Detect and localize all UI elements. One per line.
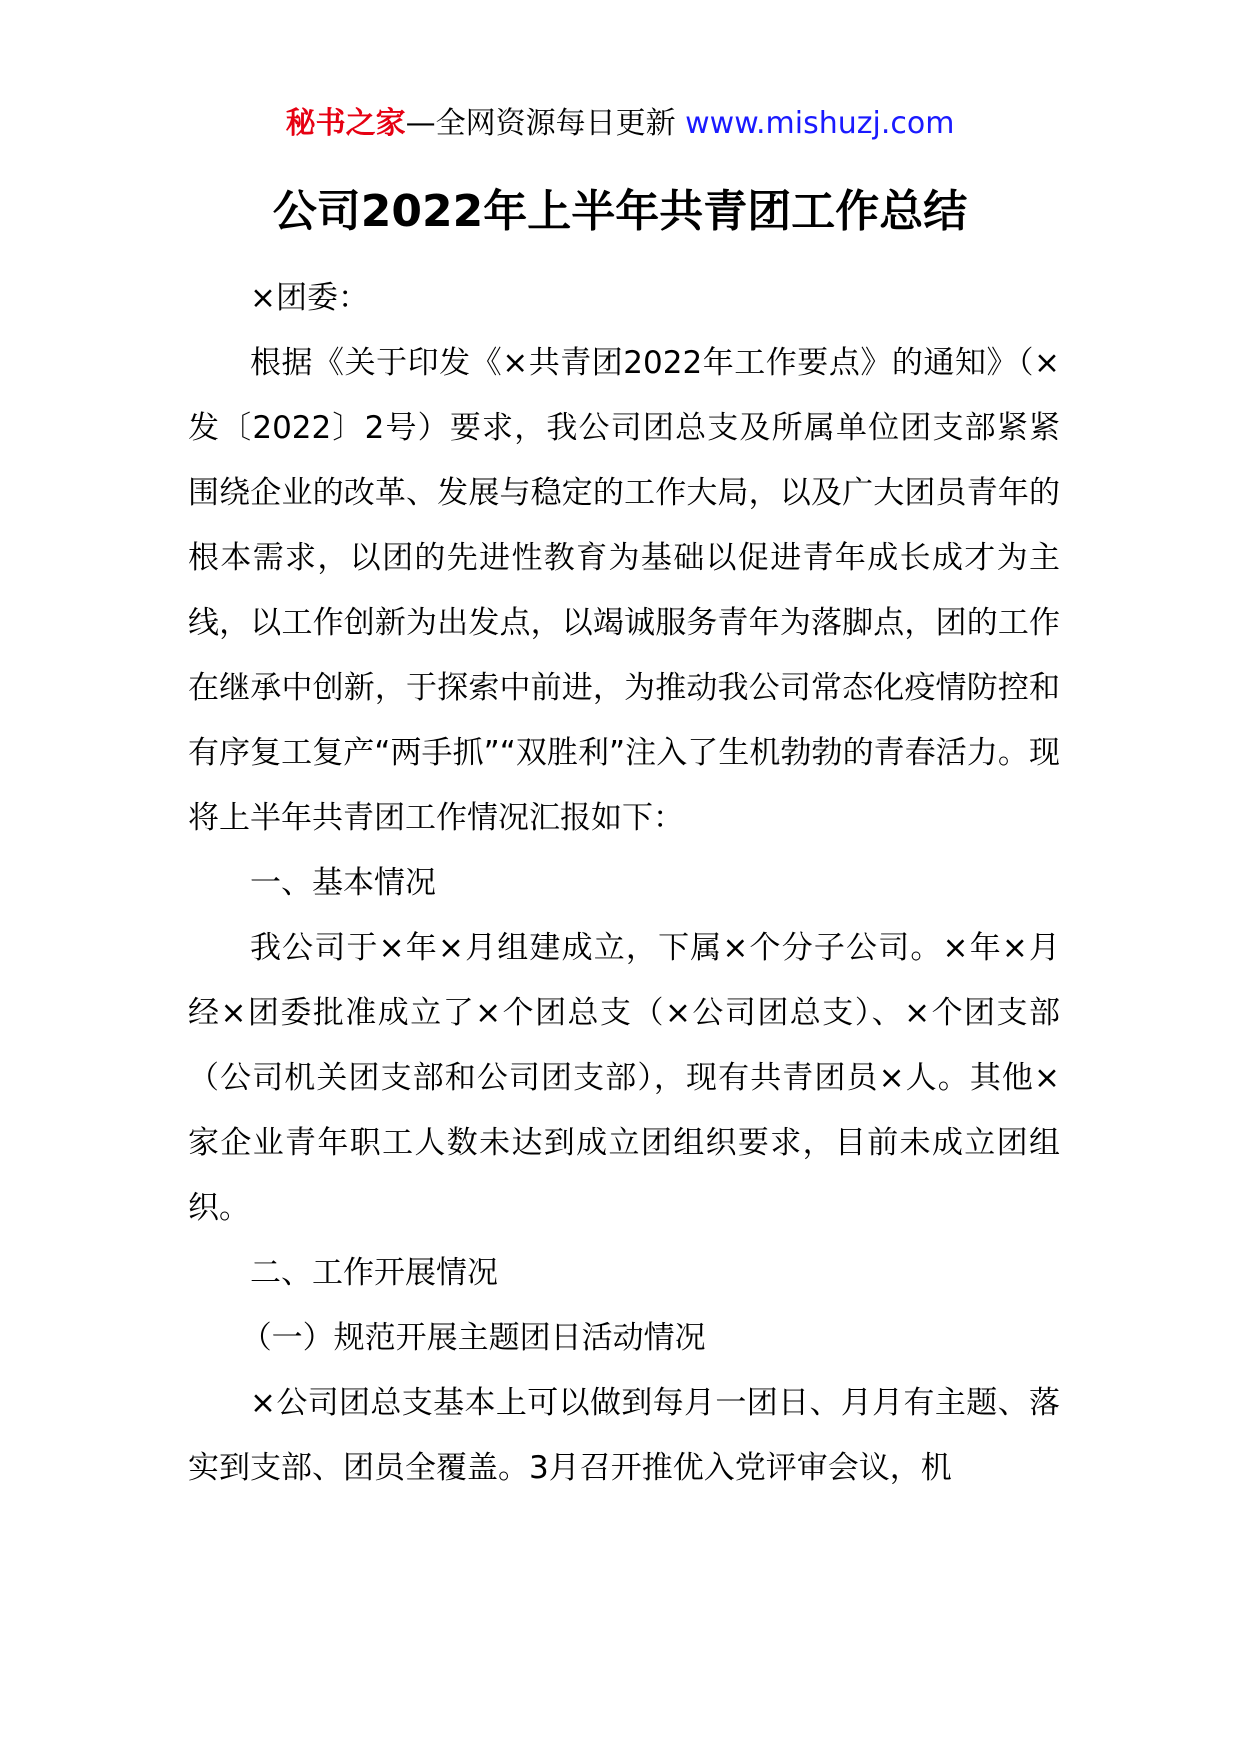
theme-day-paragraph: ×公司团总支基本上可以做到每月一团日、月月有主题、落实到支部、团员全覆盖。3月召开推优入党评审会议，机 <box>188 1385 1060 1486</box>
header-tagline: —全网资源每日更新 <box>405 106 686 141</box>
intro-paragraph: 根据《关于印发《×共青团2022年工作要点》的通知》（×发〔2022〕2号）要求，我公司团总支及所属单位团支部紧紧围绕企业的改革、发展与稳定的工作大局，以及广大团员青年的根本需求，以团的先进性教育为基础以促进青年成长成才为主线，以工作创新为出发点，以竭诚服务青年为落脚点，团的工作在继承中创新，于探索中前进，为推动我公司常态化疫情防控和有序复工复产“两手抓”“双胜利”注入了生机勃勃的青春活力。现将上半年共青团工作情况汇报如下： <box>188 345 1060 836</box>
watermark-header <box>0 100 1240 148</box>
subsection-heading-theme-day: （一）规范开展主题团日活动情况 <box>240 1320 706 1356</box>
site-link[interactable]: www.mishuzj.com <box>685 106 955 141</box>
document-body <box>188 266 1060 1501</box>
section-heading-basic: 一、基本情况 <box>250 865 436 901</box>
basic-paragraph: 我公司于×年×月组建成立，下属×个分子公司。×年×月经×团委批准成立了×个团总支（×公司团总支）、×个团支部（公司机关团支部和公司团支部），现有共青团员×人。其他×家企业青年职工人数未达到成立团组织要求，目前未成立团组织。 <box>188 930 1060 1226</box>
document-title: 公司2022年上半年共青团工作总结 <box>272 186 968 237</box>
salutation: ×团委： <box>250 280 369 316</box>
section-heading-work: 二、工作开展情况 <box>250 1255 498 1291</box>
brand-name: 秘书之家 <box>285 106 406 141</box>
